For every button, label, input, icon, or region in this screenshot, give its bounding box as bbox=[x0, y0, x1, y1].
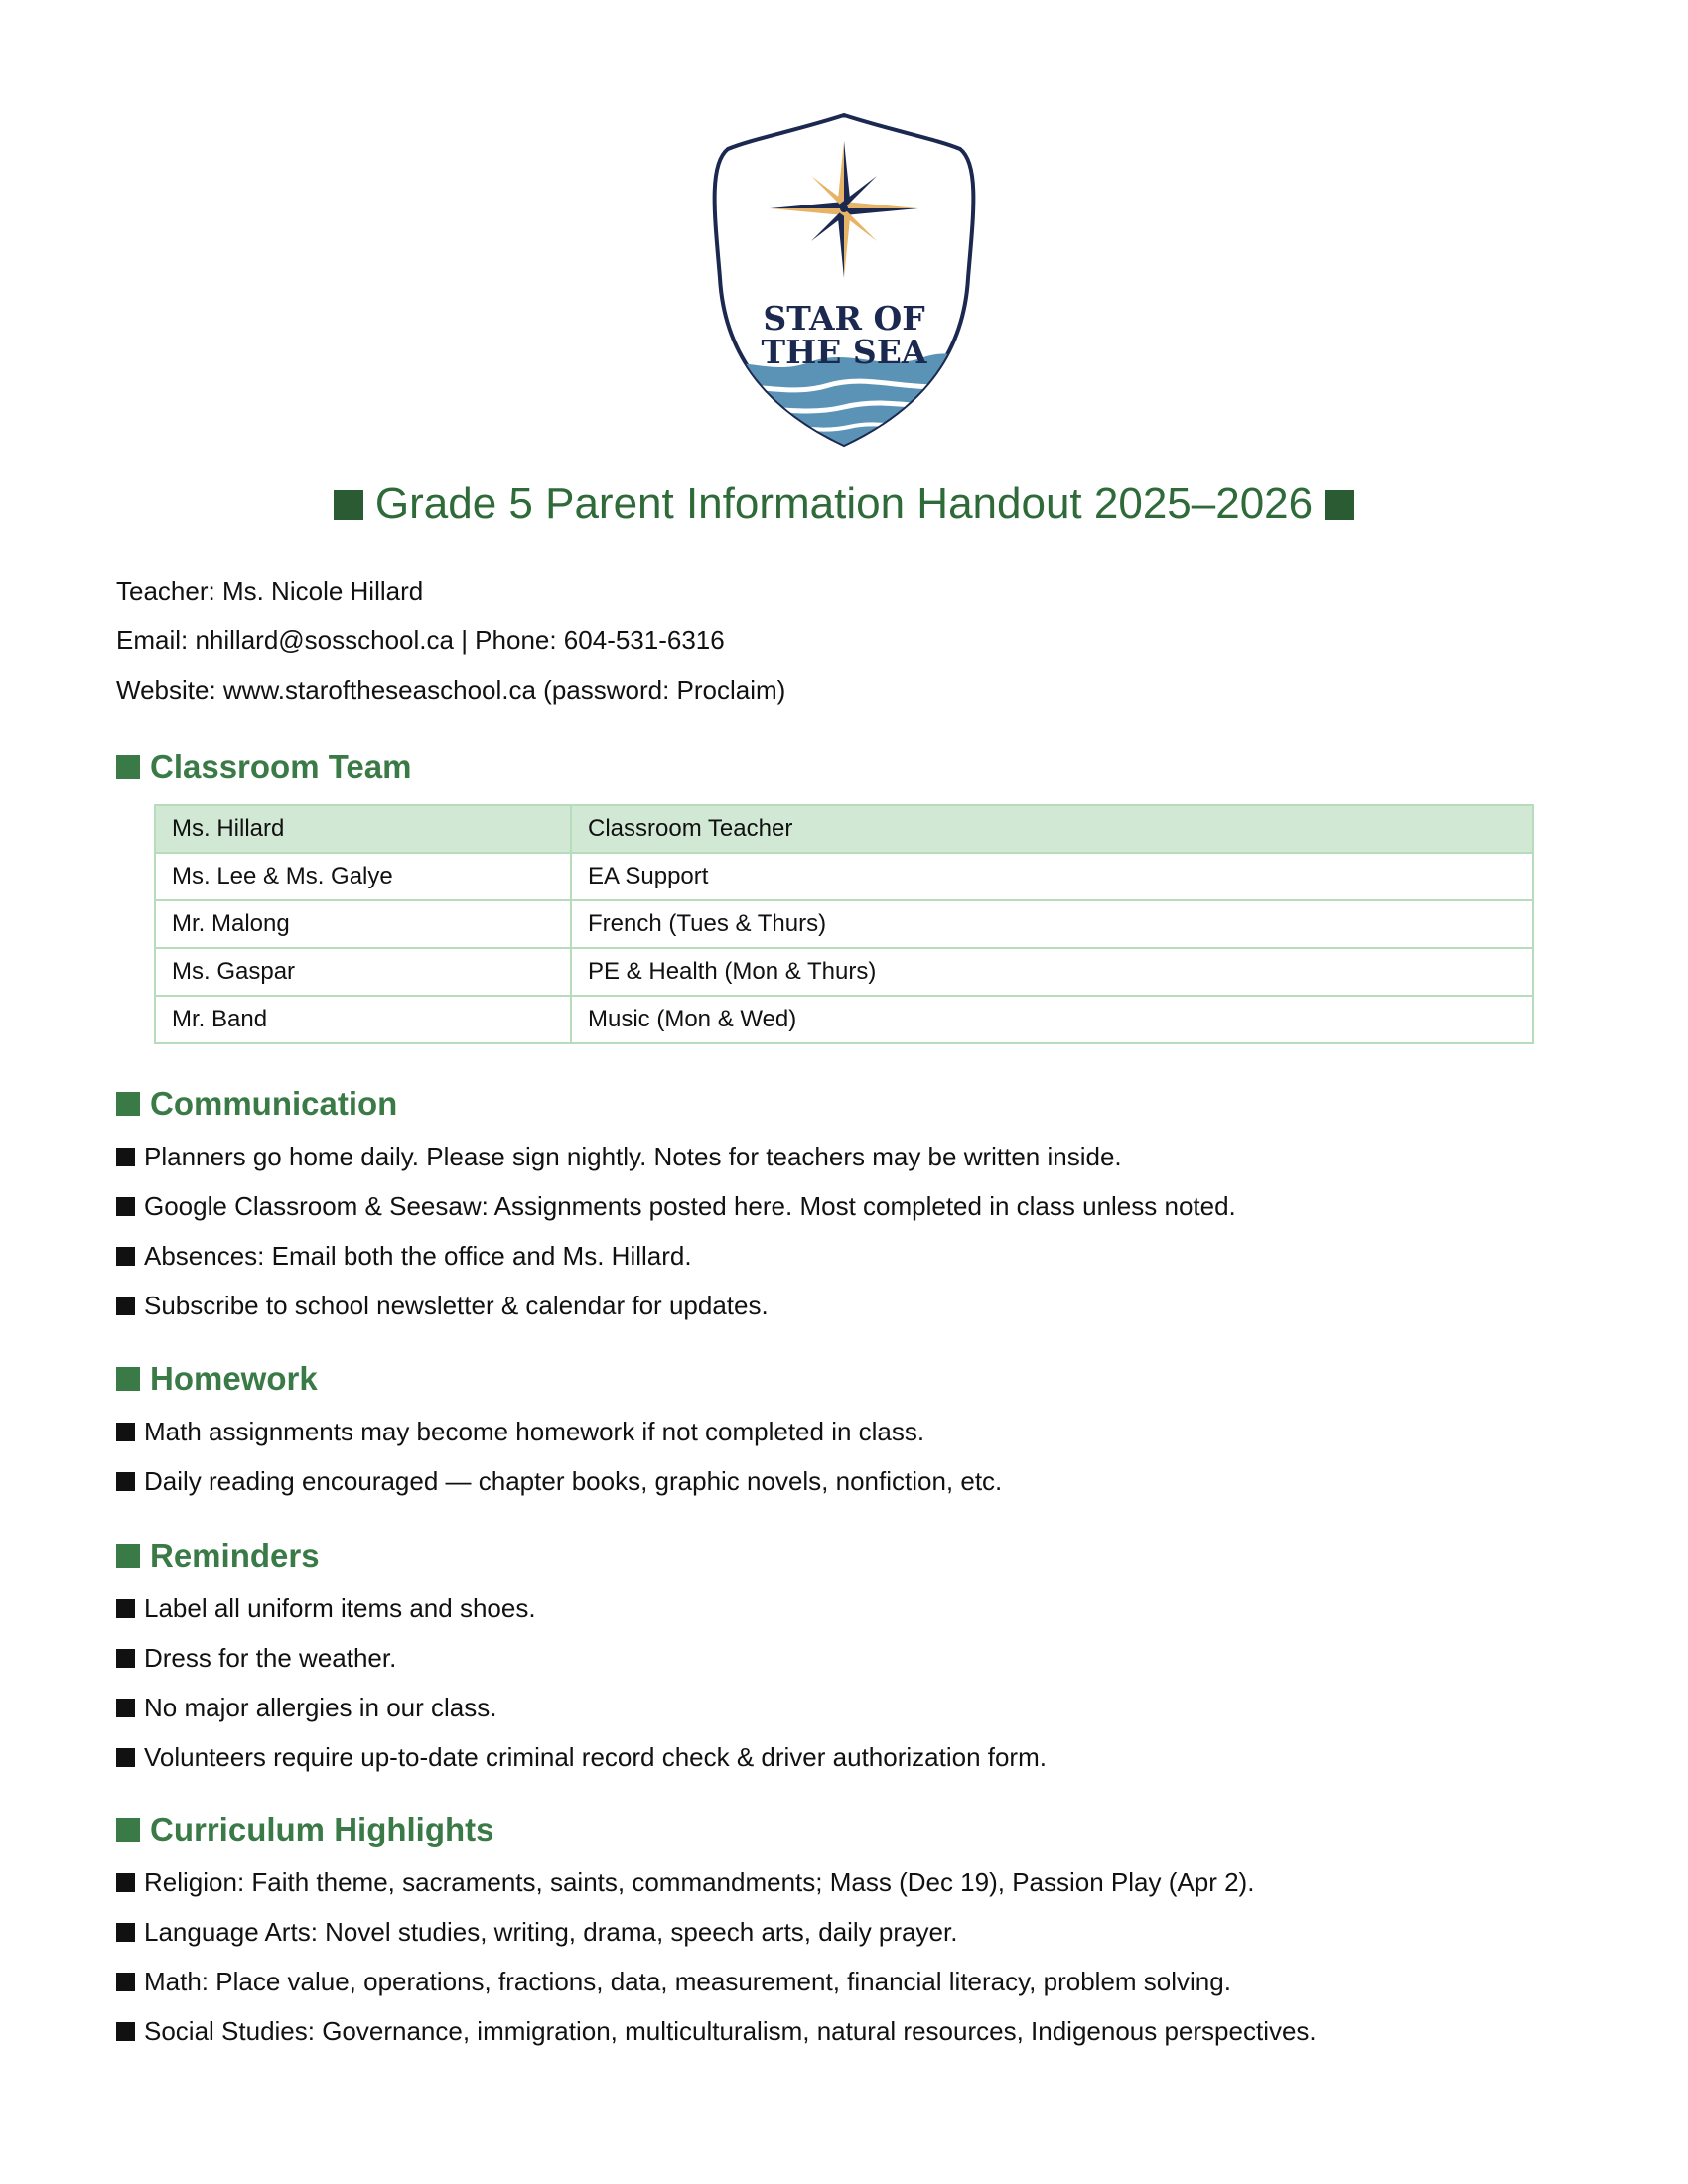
heading-text: Communication bbox=[150, 1085, 398, 1122]
school-logo bbox=[700, 109, 988, 452]
document-title bbox=[0, 477, 1688, 532]
heading-square-icon bbox=[116, 1544, 140, 1568]
bullet-square-icon bbox=[116, 1699, 135, 1717]
section-heading-communication bbox=[116, 1084, 397, 1124]
teacher-info bbox=[116, 566, 785, 715]
bullet-square-icon bbox=[116, 1973, 135, 1991]
table-cell-role: EA Support bbox=[571, 853, 1533, 900]
table-cell-role: Classroom Teacher bbox=[571, 805, 1533, 853]
title-square-icon bbox=[334, 490, 363, 520]
list-item bbox=[116, 1633, 1047, 1683]
table-cell-name: Mr. Band bbox=[155, 996, 571, 1043]
table-row bbox=[155, 853, 1533, 900]
section-heading-reminders bbox=[116, 1536, 320, 1575]
list-item-text: Subscribe to school newsletter & calendar for updates. bbox=[144, 1291, 769, 1320]
list-item-text: Planners go home daily. Please sign nightly. Notes for teachers may be written inside. bbox=[144, 1142, 1122, 1171]
table-row bbox=[155, 900, 1533, 948]
list-item-text: Language Arts: Novel studies, writing, drama, speech arts, daily prayer. bbox=[144, 1917, 958, 1947]
list-item-text: Absences: Email both the office and Ms. Hillard. bbox=[144, 1241, 692, 1271]
reminders-list bbox=[116, 1583, 1047, 1782]
list-item bbox=[116, 1231, 1236, 1281]
table-row bbox=[155, 996, 1533, 1043]
bullet-square-icon bbox=[116, 1923, 135, 1942]
bullet-square-icon bbox=[116, 1197, 135, 1216]
table-cell-role: Music (Mon & Wed) bbox=[571, 996, 1533, 1043]
bullet-square-icon bbox=[116, 1873, 135, 1892]
heading-square-icon bbox=[116, 1818, 140, 1842]
bullet-square-icon bbox=[116, 1649, 135, 1668]
bullet-square-icon bbox=[116, 1748, 135, 1767]
logo-text-line2: THE SEA bbox=[761, 333, 927, 371]
bullet-square-icon bbox=[116, 1148, 135, 1166]
list-item bbox=[116, 1957, 1317, 2006]
table-cell-role: French (Tues & Thurs) bbox=[571, 900, 1533, 948]
heading-square-icon bbox=[116, 1092, 140, 1116]
list-item bbox=[116, 1181, 1236, 1231]
teacher-line: Teacher: Ms. Nicole Hillard bbox=[116, 576, 424, 606]
list-item bbox=[116, 1407, 1002, 1456]
list-item-text: Religion: Faith theme, sacraments, saints, commandments; Mass (Dec 19), Passion Play (Apr 2). bbox=[144, 1867, 1255, 1897]
list-item-text: Label all uniform items and shoes. bbox=[144, 1593, 536, 1623]
bullet-square-icon bbox=[116, 2022, 135, 2041]
table-cell-name: Ms. Gaspar bbox=[155, 948, 571, 996]
table-row bbox=[155, 948, 1533, 996]
curriculum-list bbox=[116, 1857, 1317, 2056]
bullet-square-icon bbox=[116, 1423, 135, 1441]
communication-list bbox=[116, 1132, 1236, 1330]
section-heading-classroom-team bbox=[116, 748, 411, 787]
list-item-text: Google Classroom & Seesaw: Assignments posted here. Most completed in class unless noted. bbox=[144, 1191, 1236, 1221]
heading-square-icon bbox=[116, 1367, 140, 1391]
list-item bbox=[116, 1583, 1047, 1633]
table-cell-name: Ms. Hillard bbox=[155, 805, 571, 853]
table-cell-role: PE & Health (Mon & Thurs) bbox=[571, 948, 1533, 996]
list-item-text: No major allergies in our class. bbox=[144, 1693, 497, 1722]
title-square-icon bbox=[1325, 490, 1354, 520]
section-heading-curriculum-highlights bbox=[116, 1810, 494, 1849]
heading-text: Homework bbox=[150, 1360, 318, 1397]
list-item bbox=[116, 2006, 1317, 2056]
table-cell-name: Mr. Malong bbox=[155, 900, 571, 948]
bullet-square-icon bbox=[116, 1599, 135, 1618]
title-text: Grade 5 Parent Information Handout 2025–2026 bbox=[374, 479, 1314, 528]
table-row bbox=[155, 805, 1533, 853]
homework-list bbox=[116, 1407, 1002, 1506]
bullet-square-icon bbox=[116, 1297, 135, 1315]
star-of-the-sea-crest bbox=[700, 109, 988, 452]
table-cell-name: Ms. Lee & Ms. Galye bbox=[155, 853, 571, 900]
heading-text: Classroom Team bbox=[150, 749, 412, 785]
list-item bbox=[116, 1857, 1317, 1907]
contact-line: Email: nhillard@sosschool.ca | Phone: 604-531-6316 bbox=[116, 625, 725, 655]
logo-text-line1: STAR OF bbox=[763, 299, 925, 338]
list-item-text: Social Studies: Governance, immigration, multiculturalism, natural resources, Indigenous perspectives. bbox=[144, 2016, 1317, 2046]
list-item-text: Math: Place value, operations, fractions, data, measurement, financial literacy, problem solving. bbox=[144, 1967, 1231, 1996]
list-item bbox=[116, 1456, 1002, 1506]
bullet-square-icon bbox=[116, 1472, 135, 1491]
list-item-text: Math assignments may become homework if not completed in class. bbox=[144, 1417, 925, 1446]
heading-text: Curriculum Highlights bbox=[150, 1811, 494, 1847]
classroom-team-table bbox=[154, 804, 1534, 1044]
list-item bbox=[116, 1907, 1317, 1957]
heading-square-icon bbox=[116, 755, 140, 779]
list-item bbox=[116, 1683, 1047, 1732]
list-item-text: Daily reading encouraged — chapter books, graphic novels, nonfiction, etc. bbox=[144, 1466, 1003, 1496]
list-item bbox=[116, 1281, 1236, 1330]
list-item bbox=[116, 1732, 1047, 1782]
section-heading-homework bbox=[116, 1359, 318, 1399]
website-line: Website: www.staroftheseaschool.ca (password: Proclaim) bbox=[116, 675, 786, 705]
list-item-text: Volunteers require up-to-date criminal record check & driver authorization form. bbox=[144, 1742, 1047, 1772]
bullet-square-icon bbox=[116, 1247, 135, 1266]
list-item-text: Dress for the weather. bbox=[144, 1643, 397, 1673]
heading-text: Reminders bbox=[150, 1537, 320, 1573]
list-item bbox=[116, 1132, 1236, 1181]
